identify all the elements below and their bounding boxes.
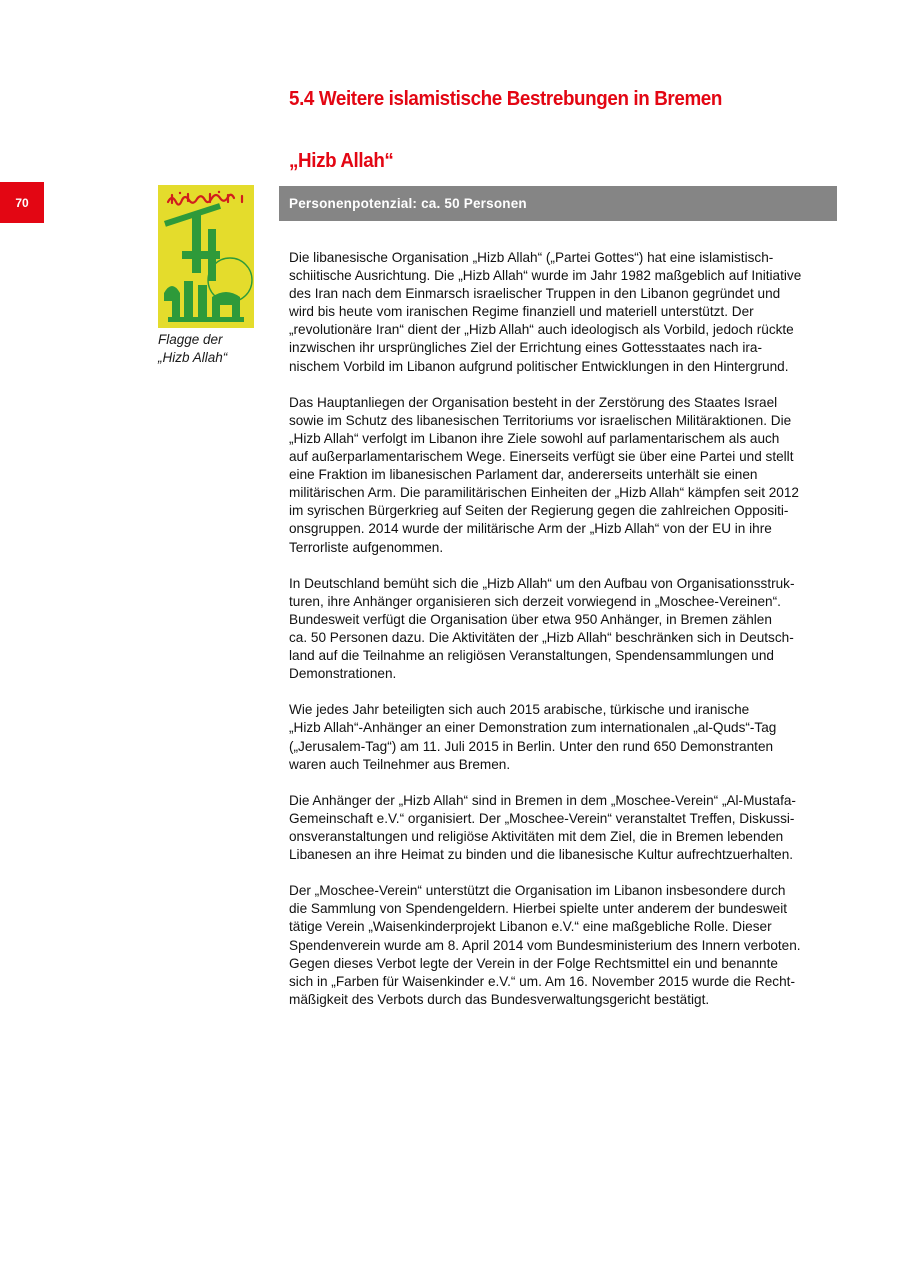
flag-caption-line: „Hizb Allah“ — [158, 350, 228, 365]
text-line: wird bis heute vom iranischen Regime finanziell und materiell unterstützt. Der — [289, 304, 754, 320]
person-potential-bar — [279, 186, 837, 221]
text-line: Wie jedes Jahr beteiligten sich auch 2015 arabische, türkische und iranische — [289, 702, 750, 718]
text-line: waren auch Teilnehmer aus Bremen. — [289, 756, 511, 772]
text-line: militärischen Arm. Die paramilitärischen Einheiten der „Hizb Allah“ kämpfen seit 2012 — [289, 485, 799, 501]
text-line: land auf die Teilnahme an religiösen Veranstaltungen, Spendensammlungen und — [289, 648, 774, 664]
text-line: die Sammlung von Spendengeldern. Hierbei spielte unter anderem der bundesweit — [289, 901, 787, 917]
paragraph — [289, 394, 837, 557]
text-line: „Hizb Allah“-Anhänger an einer Demonstration zum internationalen „al-Quds“-Tag — [289, 720, 777, 736]
person-potential-text: Personenpotenzial: ca. 50 Personen — [289, 196, 527, 211]
text-line: sich in „Farben für Waisenkinder e.V.“ um. Am 16. November 2015 wurde die Recht- — [289, 973, 795, 989]
text-line: Gegen dieses Verbot legte der Verein in der Folge Rechtsmittel ein und benannte — [289, 955, 778, 971]
paragraph — [289, 701, 837, 773]
text-line: Bundesweit verfügt die Organisation über etwa 950 Anhänger, in Bremen zählen — [289, 611, 772, 627]
text-line: („Jerusalem-Tag“) am 11. Juli 2015 in Berlin. Unter den rund 650 Demonstranten — [289, 738, 774, 754]
text-line: auf außerparlamentarischem Wege. Einerseits verfügt sie über eine Partei und stellt — [289, 449, 794, 465]
text-line: Die Anhänger der „Hizb Allah“ sind in Bremen in dem „Moschee-Verein“ „Al-Mustafa- — [289, 792, 796, 808]
text-line: eine Fraktion im libanesischen Parlament dar, andererseits unterhält sie einen — [289, 467, 758, 483]
text-line: Demonstrationen. — [289, 666, 397, 682]
body-text — [289, 249, 837, 1027]
text-line: inzwischen ihr ursprüngliches Ziel der Errichtung eines Gottesstaates nach ira- — [289, 340, 762, 356]
flag-caption-line: Flagge der — [158, 332, 223, 347]
subsection-title: „Hizb Allah“ — [289, 150, 394, 172]
text-line: schiitische Ausrichtung. Die „Hizb Allah“ wurde im Jahr 1982 maßgeblich auf Initiative — [289, 268, 802, 284]
paragraph — [289, 249, 837, 376]
paragraph — [289, 882, 837, 1009]
text-line: nischem Vorbild im Libanon aufgrund politischer Entwicklungen in den Hintergrund. — [289, 358, 789, 374]
text-line: des Iran nach dem Einmarsch israelischer Truppen in den Libanon gegründet und — [289, 286, 781, 302]
text-line: „Hizb Allah“ verfolgt im Libanon ihre Ziele sowohl auf parlamentarischem als auch — [289, 430, 780, 446]
text-line: Spendenverein wurde am 8. April 2014 vom Bundesministerium des Innern verboten. — [289, 937, 801, 953]
text-line: tätige Verein „Waisenkinderprojekt Libanon e.V.“ eine maßgebliche Rolle. Dieser — [289, 919, 772, 935]
text-line: im syrischen Bürgerkrieg auf Seiten der Regierung gegen die zahlreichen Oppositi- — [289, 503, 789, 519]
text-line: Libanesen an ihre Heimat zu binden und die libanesische Kultur aufrechtzuerhalten. — [289, 847, 794, 863]
flag-caption — [158, 331, 268, 367]
text-line: turen, ihre Anhänger organisieren sich derzeit vorwiegend in „Moschee-Vereinen“. — [289, 593, 781, 609]
text-line: In Deutschland bemüht sich die „Hizb Allah“ um den Aufbau von Organisationsstruk- — [289, 575, 795, 591]
text-line: onsgruppen. 2014 wurde der militärische Arm der „Hizb Allah“ von der EU in ihre — [289, 521, 772, 537]
page-number: 70 — [15, 195, 29, 210]
hizb-allah-flag-image — [158, 185, 254, 328]
text-line: onsveranstaltungen und religiöse Aktivitäten mit dem Ziel, die in Bremen lebenden — [289, 829, 784, 844]
text-line: Der „Moschee-Verein“ unterstützt die Organisation im Libanon insbesondere durch — [289, 883, 786, 899]
text-line: sowie im Schutz des libanesischen Territoriums vor israelischen Militäraktionen. Die — [289, 412, 792, 428]
text-line: Gemeinschaft e.V.“ organisiert. Der „Moschee-Verein“ veranstaltet Treffen, Diskussi- — [289, 810, 795, 826]
paragraph — [289, 575, 837, 684]
text-line: Die libanesische Organisation „Hizb Allah“ („Partei Gottes“) hat eine islamistisch- — [289, 250, 774, 265]
text-line: „revolutionäre Iran“ dient der „Hizb Allah“ auch ideologisch als Vorbild, jedoch rückte — [289, 322, 794, 338]
text-line: Das Hauptanliegen der Organisation besteht in der Zerstörung des Staates Israel — [289, 394, 778, 410]
text-line: mäßigkeit des Verbots durch das Bundesverwaltungsgericht bestätigt. — [289, 991, 710, 1007]
section-title: 5.4 Weitere islamistische Bestrebungen in Bremen — [289, 88, 722, 110]
page-number-tab — [0, 182, 44, 223]
text-line: ca. 50 Personen dazu. Die Aktivitäten der „Hizb Allah“ beschränken sich in Deutsch- — [289, 629, 794, 645]
text-line: Terrorliste aufgenommen. — [289, 539, 444, 555]
paragraph — [289, 792, 837, 864]
